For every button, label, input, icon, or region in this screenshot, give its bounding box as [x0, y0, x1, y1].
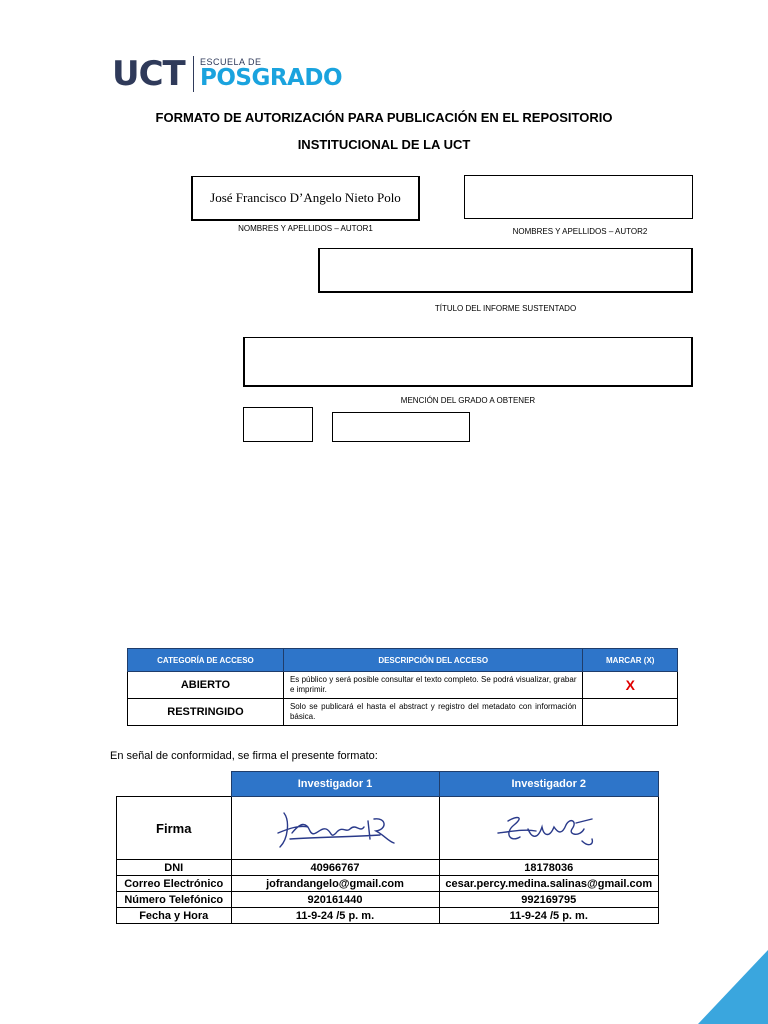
inv1-value: 920161440	[231, 892, 439, 908]
handwritten-signature-1	[270, 803, 400, 853]
autor1-label: NOMBRES Y APELLIDOS – AUTOR1	[238, 224, 373, 233]
access-mark-cell[interactable]	[583, 699, 678, 726]
access-category: ABIERTO	[128, 672, 284, 699]
inv1-value: 11-9-24 /5 p. m.	[231, 908, 439, 924]
access-row-restringido	[128, 699, 678, 726]
header-investigador-1: Investigador 1	[231, 772, 439, 797]
conformity-text: En señal de conformidad, se firma el presente formato:	[110, 750, 378, 762]
access-header-category: CATEGORÍA DE ACCESO	[128, 649, 284, 672]
signature-investigador-2	[439, 797, 659, 860]
signatures-header	[117, 772, 659, 797]
inv2-value: 11-9-24 /5 p. m.	[439, 908, 659, 924]
signatures-row-phone	[117, 892, 659, 908]
inv2-value: 992169795	[439, 892, 659, 908]
small-field-2[interactable]	[332, 412, 470, 442]
access-header-mark: MARCAR (X)	[583, 649, 678, 672]
titulo-field[interactable]	[318, 248, 693, 293]
titulo-label: TÍTULO DEL INFORME SUSTENTADO	[434, 304, 577, 313]
document-title-line1: FORMATO DE AUTORIZACIÓN PARA PUBLICACIÓN EN EL REPOSITORIO	[155, 110, 613, 125]
autor2-label: NOMBRES Y APELLIDOS – AUTOR2	[512, 227, 648, 236]
signatures-header-blank	[117, 772, 232, 797]
logo-line1: ESCUELA DE	[199, 57, 262, 67]
access-description: Es público y será posible consultar el texto completo. Se podrá visualizar, grabar e imprimir.	[283, 672, 583, 699]
row-label: Correo Electrónico	[117, 876, 232, 892]
titulo-value	[320, 249, 691, 291]
signatures-row-date	[117, 908, 659, 924]
document-title-line2: INSTITUCIONAL DE LA UCT	[297, 137, 471, 152]
signatures-table	[116, 771, 659, 924]
row-label: DNI	[117, 860, 232, 876]
firma-row	[117, 797, 659, 860]
mencion-label: MENCIÓN DEL GRADO A OBTENER	[400, 396, 536, 405]
uct-logo	[112, 48, 342, 100]
access-mark-cell[interactable]: X	[583, 672, 678, 699]
inv1-value: 40966767	[231, 860, 439, 876]
firma-label: Firma	[117, 797, 232, 860]
mencion-value	[245, 338, 691, 385]
access-table-header	[128, 649, 678, 672]
autor2-value	[465, 176, 692, 218]
access-description: Solo se publicará el hasta el abstract y registro del metadato con información básica.	[283, 699, 583, 726]
access-header-description: DESCRIPCIÓN DEL ACCESO	[283, 649, 583, 672]
logo-line2: POSGRADO	[199, 65, 342, 91]
autor1-value: José Francisco D’Angelo Nieto Polo	[210, 190, 401, 205]
signature-investigador-1	[231, 797, 439, 860]
small-field-1[interactable]	[243, 407, 313, 442]
access-category: RESTRINGIDO	[128, 699, 284, 726]
access-table	[127, 648, 678, 726]
handwritten-signature-2	[484, 803, 614, 853]
autor1-field[interactable]	[191, 176, 420, 221]
row-label: Fecha y Hora	[117, 908, 232, 924]
header-investigador-2: Investigador 2	[439, 772, 659, 797]
access-row-abierto	[128, 672, 678, 699]
logo-brand: UCT	[112, 54, 185, 94]
row-label: Número Telefónico	[117, 892, 232, 908]
signatures-row-email	[117, 876, 659, 892]
autor2-field[interactable]	[464, 175, 693, 219]
signatures-row-dni	[117, 860, 659, 876]
inv1-value: jofrandangelo@gmail.com	[231, 876, 439, 892]
logo-divider	[193, 56, 194, 92]
inv2-value: cesar.percy.medina.salinas@gmail.com	[439, 876, 659, 892]
inv2-value: 18178036	[439, 860, 659, 876]
corner-decoration	[698, 950, 768, 1024]
mencion-field[interactable]	[243, 337, 693, 387]
logo-text	[200, 58, 342, 90]
